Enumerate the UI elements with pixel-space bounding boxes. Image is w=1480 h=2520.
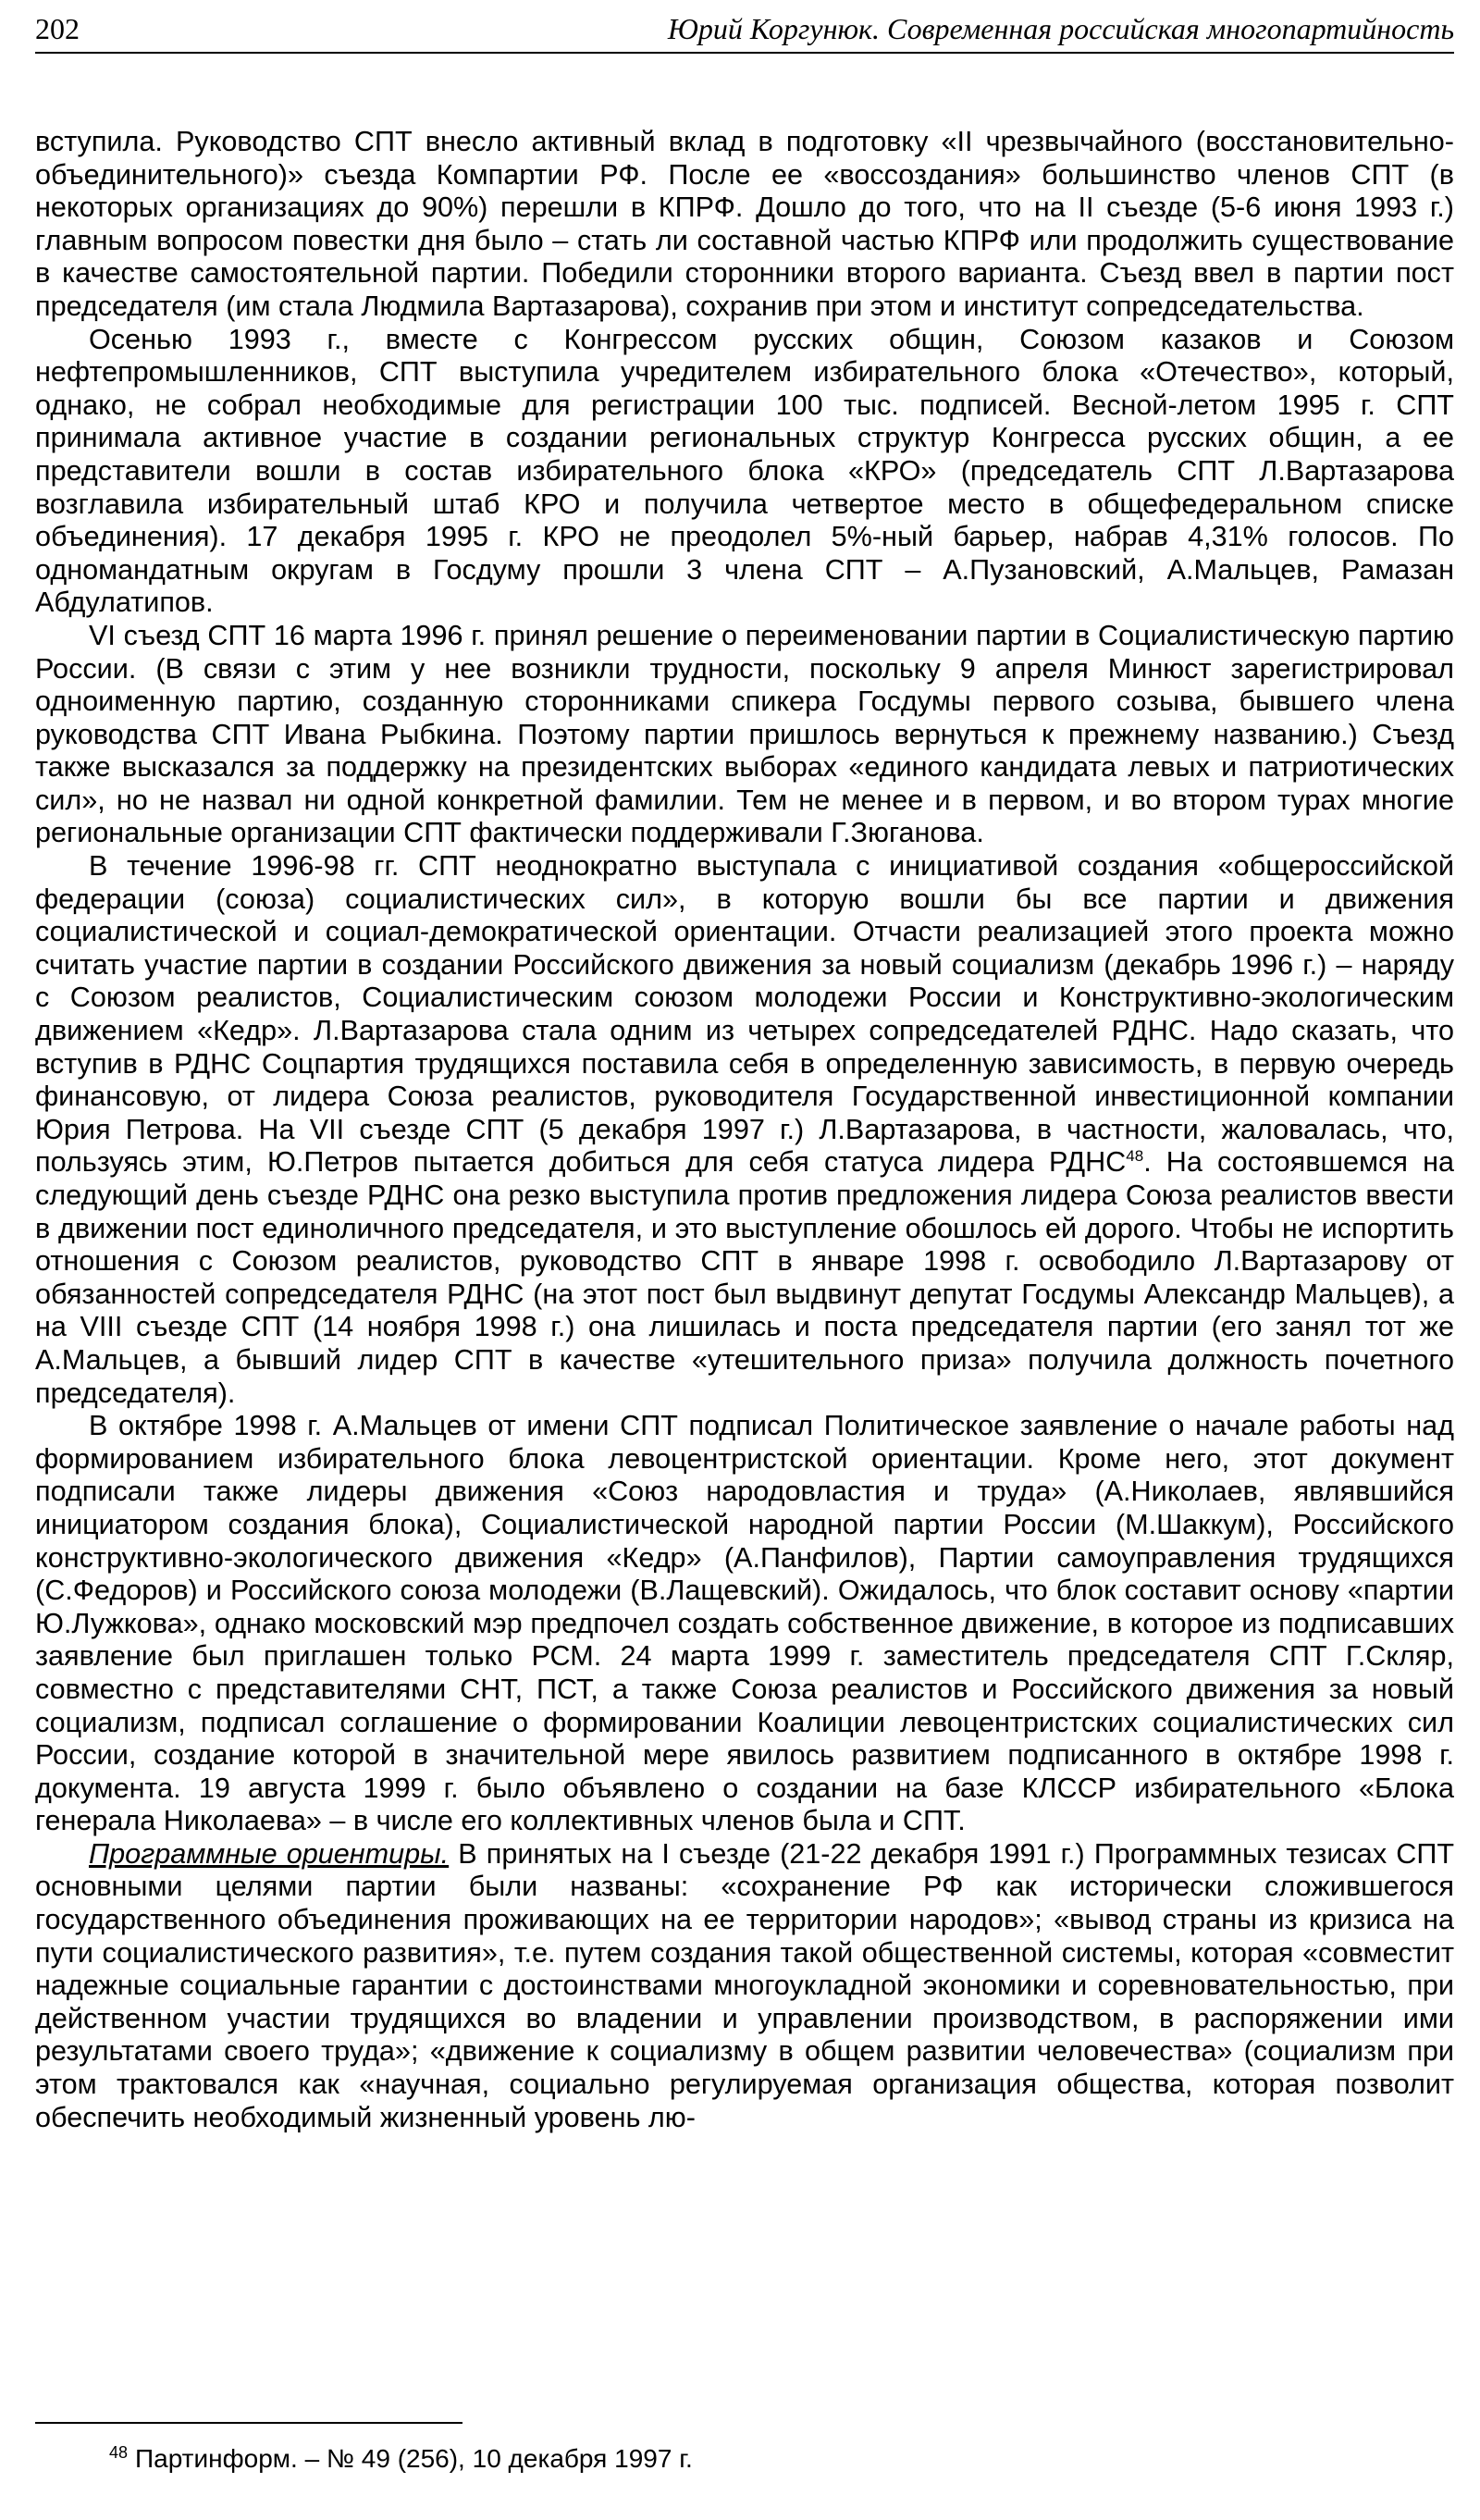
footnote [109,2440,1423,2477]
paragraph-5: В октябре 1998 г. А.Мальцев от имени СПТ подписал Политическое заявление о начале работы над формированием избирательного блока левоцентристской ориентации. Кроме него, этот документ подписали также лидеры движения «Союз народовластия и труда» (А.Николаев, являвшийся инициатором создания блока), Социалистической народной партии России (М.Шаккум), Российского конструктивно-экологического движения «Кедр» (А.Панфилов), Партии самоуправления трудящихся (С.Федоров) и Российского союза молодежи (В.Лащевский). Ожидалось, что блок составит основу «партии Ю.Лужкова», однако московский мэр предпочел создать собственное движение, в которое из подписавших заявление был приглашен только РСМ. 24 марта 1999 г. заместитель председателя СПТ Г.Скляр, совместно с представителями СНТ, ПСТ, а также Союза реалистов и Российского движения за новый социализм, подписал соглашение о формировании Коалиции левоцентристских социалистических сил России, создание которой в значительной мере явилось развитием подписанного в октябре 1998 г. документа. 19 августа 1999 г. было объявлено о создании на базе КЛССР избирательного «Блока генерала Николаева» – в числе его коллективных членов была и СПТ. [35,1410,1454,1837]
section-label: Программные ориентиры. [89,1837,450,1870]
paragraph-4-text-a: В течение 1996-98 гг. СПТ неоднократно выступала с инициативой создания «общероссийской федерации (союза) социалистических сил», в которую вошли бы все партии и движения социалистической и социал-демократической ориентации. Отчасти реализацией этого проекта можно считать участие партии в создании Российского движения за новый социализм (декабрь 1996 г.) – наряду с Союзом реалистов, Социалистическим союзом молодежи России и Конструктивно-экологическим движением «Кедр». Л.Вартазарова стала одним из четырех сопредседателей РДНС. Надо сказать, что вступив в РДНС Соцпартия трудящихся поставила себя в определенную зависимость, в первую очередь финансовую, от лидера Союза реалистов, руководителя Государственной инвестиционной компании Юрия Петрова. На VII съезде СПТ (5 декабря 1997 г.) Л.Вартазарова, в частности, жаловалась, что, пользуясь этим, Ю.Петров пытается добиться для себя статуса лидера РДНС [35,850,1454,1179]
footnote-separator [35,2422,462,2424]
running-header [35,9,1454,54]
paragraph-4 [35,850,1454,1410]
paragraph-6-text: В принятых на I съезде (21-22 декабря 1991 г.) Программных тезисах СПТ основными целями партии были названы: «сохранение РФ как исторически сложившегося государственного объединения проживающих на ее территории народов»; «вывод страны из кризиса на пути социалистического развития», т.е. путем создания такой общественной системы, которая «совместит надежные социальные гарантии с достоинствами многоукладной экономики и соревновательностью, при действенном участии трудящихся во владении и управлении производством, в распоряжении ими результатами своего труда»; «движение к социализму в общем развитии человечества» (социализм при этом трактовался как «научная, социально регулируемая организация общества, которая позволит обеспечить необходимый жизненный уровень лю- [35,1837,1455,2133]
footnote-reference[interactable]: 48 [1126,1147,1144,1166]
paragraph-6 [35,1838,1454,2134]
main-text [35,126,1454,2134]
footnote-number: 48 [109,2442,129,2462]
book-page [35,0,1454,2520]
paragraph-4-text-b: . На состоявшемся на следующий день съезде РДНС она резко выступила против предложения лидера Союза реалистов ввести в движении пост единоличного председателя, и это выступление обошлось ей дорого. Чтобы не испортить отношения с Союзом реалистов, руководство СПТ в январе 1998 г. освободило Л.Вартазарову от обязанностей сопредседателя РДНС (на этот пост был выдвинут депутат Госдумы Александр Мальцев), а на VIII съезде СПТ (14 ноября 1998 г.) она лишилась и поста председателя партии (его занял тот же А.Мальцев, а бывший лидер СПТ в качестве «утешительного приза» получила должность почетного председателя). [35,1146,1454,1409]
paragraph-1: вступила. Руководство СПТ внесло активный вклад в подготовку «II чрезвычайного (восстановительно-объединительного)» съезда Компартии РФ. После ее «воссоздания» большинство членов СПТ (в некоторых организациях до 90%) перешли в КПРФ. Дошло до того, что на II съезде (5-6 июня 1993 г.) главным вопросом повестки дня было – стать ли составной частью КПРФ или продолжить существование в качестве самостоятельной партии. Победили сторонники второго варианта. Съезд ввел в партии пост председателя (им стала Людмила Вартазарова), сохранив при этом и институт сопредседательства. [35,126,1454,322]
paragraph-2: Осенью 1993 г., вместе с Конгрессом русских общин, Союзом казаков и Союзом нефтепромышленников, СПТ выступила учредителем избирательного блока «Отечество», который, однако, не собрал необходимые для регистрации 100 тыс. подписей. Весной-летом 1995 г. СПТ принимала активное участие в создании региональных структур Конгресса русских общин, а ее представители вошли в состав избирательного блока «КРО» (председатель СПТ Л.Вартазарова возглавила избирательный штаб КРО и получила четвертое место в общефедеральном списке объединения). 17 декабря 1995 г. КРО не преодолел 5%-ный барьер, набрав 4,31% голосов. По одномандатным округам в Госдуму прошли 3 члена СПТ – А.Пузановский, А.Мальцев, Рамазан Абдулатипов. [35,323,1454,619]
page-number: 202 [35,12,80,45]
paragraph-3: VI съезд СПТ 16 марта 1996 г. принял решение о переименовании партии в Социалистическую партию России. (В связи с этим у нее возникли трудности, поскольку 9 апреля Минюст зарегистрировал одноименную партию, созданную сторонниками спикера Госдумы первого созыва, бывшего члена руководства СПТ Ивана Рыбкина. Поэтому партии пришлось вернуться к прежнему названию.) Съезд также высказался за поддержку на президентских выборах «единого кандидата левых и патриотических сил», но не назвал ни одной конкретной фамилии. Тем не менее и в первом, и во втором турах многие региональные организации СПТ фактически поддерживали Г.Зюганова. [35,619,1454,849]
running-title: Юрий Коргунюк. Современная российская многопартийность [667,12,1454,45]
footnote-text: Партинформ. – № 49 (256), 10 декабря 1997 г. [135,2444,693,2473]
